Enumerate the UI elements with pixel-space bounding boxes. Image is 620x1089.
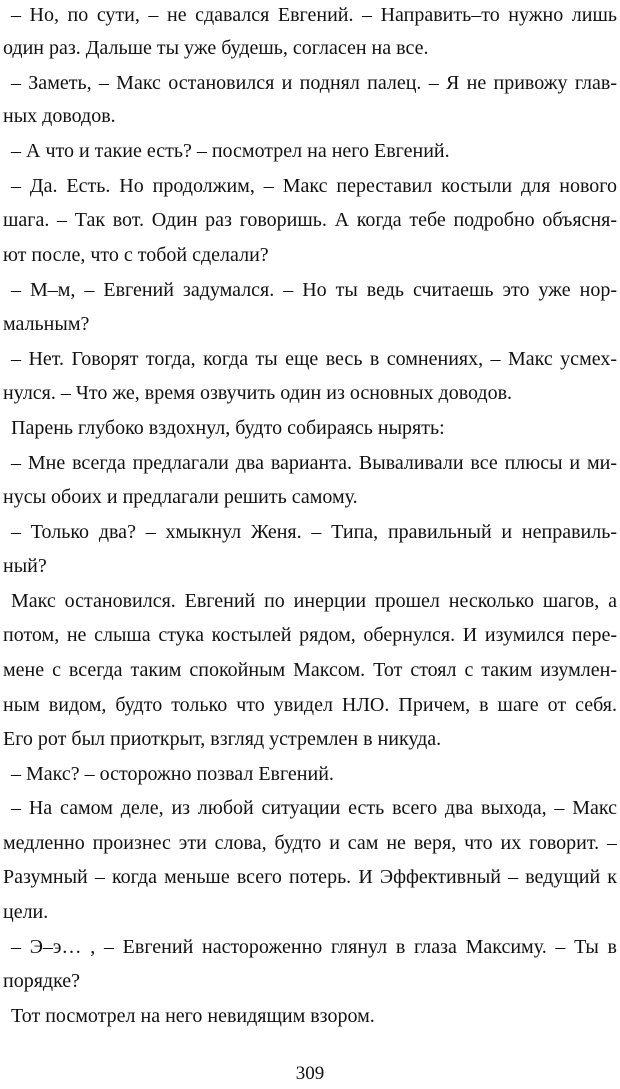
text-line: Макс остановился. Евгений по инерции прошел несколько шагов, а	[11, 590, 617, 612]
text-line: – На самом деле, из любой ситуации есть всего два выхода, – Макс	[11, 797, 617, 819]
text-line: ным видом, будто только что увидел НЛО. Причем, в шаге от себя.	[3, 694, 617, 716]
text-line: нулся. – Что же, время озвучить один из основных доводов.	[3, 382, 513, 404]
text-line: – Да. Есть. Но продолжим, – Макс переставил костыли для нового	[11, 175, 617, 197]
text-line: Тот посмотрел на него невидящим взором.	[11, 1005, 375, 1027]
text-line: Разумный – когда меньше всего потерь. И Эффективный – ведущий к	[3, 866, 617, 888]
text-line: – Нет. Говорят тогда, когда ты еще весь в сомнениях, – Макс усмех-	[11, 348, 617, 370]
text-line: – Макс? – осторожно позвал Евгений.	[11, 763, 334, 785]
text-line: – Э–э… , – Евгений настороженно глянул в глаза Максиму. – Ты в	[11, 936, 617, 958]
text-line: Его рот был приоткрыт, взгляд устремлен в никуда.	[3, 728, 442, 750]
text-line: ный?	[3, 555, 47, 577]
text-line: – Заметь, – Макс остановился и поднял палец. – Я не привожу глав-	[11, 72, 617, 94]
text-line: – Только два? – хмыкнул Женя. – Типа, правильный и неправиль-	[11, 521, 617, 543]
text-line: нусы обоих и предлагали решить самому.	[3, 486, 358, 508]
text-line: мене с всегда таким спокойным Максом. Тот стоял с таким изумлен-	[3, 659, 617, 681]
text-line: – Но, по сути, – не сдавался Евгений. – Направить–то нужно лишь	[11, 4, 617, 26]
text-line: ных доводов.	[3, 105, 116, 127]
text-line: порядке?	[3, 970, 81, 992]
text-line: потом, не слыша стука костылей рядом, обернулся. И изумился пере-	[3, 624, 617, 646]
text-line: Парень глубоко вздохнул, будто собираясь нырять:	[11, 417, 445, 439]
text-line: ют после, что с тобой сделали?	[3, 244, 269, 266]
text-line: мальным?	[3, 313, 90, 335]
text-line: шага. – Так вот. Один раз говоришь. А когда тебе подробно объясня-	[3, 209, 617, 231]
text-line: – А что и такие есть? – посмотрел на него Евгений.	[11, 140, 450, 162]
text-line: – М–м, – Евгений задумался. – Но ты ведь считаешь это уже нор-	[11, 279, 617, 301]
text-line: один раз. Дальше ты уже будешь, согласен на все.	[3, 37, 429, 59]
page-number: 309	[295, 1063, 325, 1084]
text-line: медленно произнес эти слова, будто и сам не веря, что их говорит. –	[3, 832, 617, 854]
text-line: цели.	[3, 901, 49, 923]
text-line: – Мне всегда предлагали два варианта. Вываливали все плюсы и ми-	[11, 452, 617, 474]
